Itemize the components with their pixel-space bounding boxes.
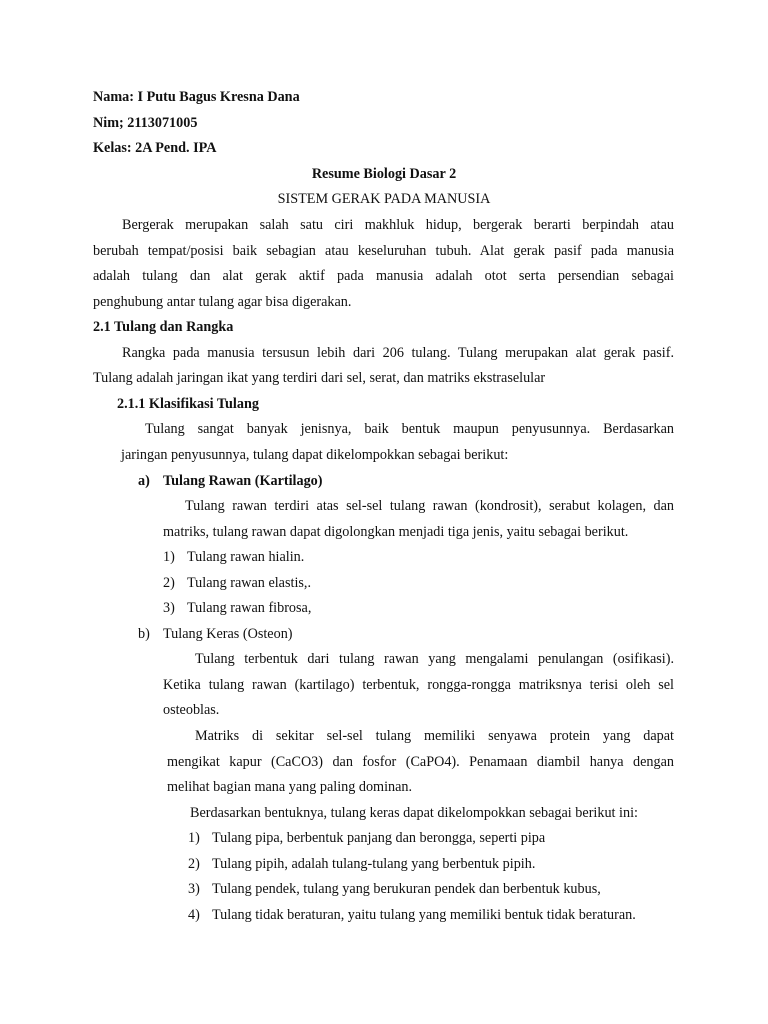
section-2-1-line: Rangka pada manusia tersusun lebih dari 206 tulang. Tulang merupakan alat gerak pasif. bbox=[122, 345, 674, 361]
item-a-label: a) bbox=[138, 473, 150, 489]
item-a-line: matriks, tulang rawan dapat digolongkan menjadi tiga jenis, yaitu sebagai berikut. bbox=[163, 524, 629, 540]
list-item-number: 3) bbox=[188, 881, 200, 897]
item-b-para1-line: osteoblas. bbox=[163, 702, 220, 718]
student-nim: Nim; 2113071005 bbox=[93, 115, 198, 131]
list-item bbox=[188, 908, 636, 922]
list-item bbox=[163, 550, 304, 564]
item-a-title: Tulang Rawan (Kartilago) bbox=[163, 473, 323, 489]
section-heading-2-1: 2.1 Tulang dan Rangka bbox=[93, 319, 234, 335]
topic-title: SISTEM GERAK PADA MANUSIA bbox=[277, 191, 491, 207]
item-a-line: Tulang rawan terdiri atas sel-sel tulang rawan (kondrosit), serabut kolagen, dan bbox=[185, 498, 674, 514]
item-b-heading bbox=[138, 627, 293, 641]
intro-line: adalah tulang dan alat gerak aktif pada manusia adalah otot serta persendian sebagai bbox=[93, 268, 674, 284]
student-class: Kelas: 2A Pend. IPA bbox=[93, 140, 217, 156]
list-item-number: 4) bbox=[188, 907, 200, 923]
student-name: Nama: I Putu Bagus Kresna Dana bbox=[93, 89, 300, 105]
list-item-text: Tulang rawan elastis,. bbox=[187, 575, 311, 591]
item-b-title: Tulang Keras (Osteon) bbox=[163, 626, 293, 642]
list-item-text: Tulang tidak beraturan, yaitu tulang yang memiliki bentuk tidak beraturan. bbox=[212, 907, 636, 923]
item-a-heading bbox=[138, 474, 323, 488]
list-item-number: 3) bbox=[163, 600, 175, 616]
list-item-text: Tulang pipih, adalah tulang-tulang yang berbentuk pipih. bbox=[212, 856, 536, 872]
list-item bbox=[188, 857, 535, 871]
list-item-number: 2) bbox=[163, 575, 175, 591]
list-item bbox=[188, 831, 545, 845]
item-b-para3: Berdasarkan bentuknya, tulang keras dapat dikelompokkan sebagai berikut ini: bbox=[190, 805, 638, 821]
list-item bbox=[163, 576, 311, 590]
section-2-1-1-line: jaringan penyusunnya, tulang dapat dikelompokkan sebagai berikut: bbox=[121, 447, 509, 463]
list-item-text: Tulang rawan fibrosa, bbox=[187, 600, 312, 616]
intro-line: Bergerak merupakan salah satu ciri makhluk hidup, bergerak berarti berpindah atau bbox=[122, 217, 674, 233]
item-b-label: b) bbox=[138, 626, 150, 642]
list-item bbox=[163, 601, 311, 615]
item-b-para1-line: Ketika tulang rawan (kartilago) terbentuk, rongga-rongga matriksnya terisi oleh sel bbox=[163, 677, 674, 693]
intro-line: berubah tempat/posisi baik sebagian atau keseluruhan tubuh. Alat gerak pasif pada manusia bbox=[93, 243, 674, 259]
item-b-para2-line: mengikat kapur (CaCO3) dan fosfor (CaPO4). Penamaan diambil hanya dengan bbox=[167, 754, 674, 770]
section-2-1-1-line: Tulang sangat banyak jenisnya, baik bentuk maupun penyusunnya. Berdasarkan bbox=[145, 421, 674, 437]
list-item-number: 2) bbox=[188, 856, 200, 872]
list-item bbox=[188, 882, 601, 896]
list-item-text: Tulang pipa, berbentuk panjang dan berongga, seperti pipa bbox=[212, 830, 546, 846]
intro-line: penghubung antar tulang agar bisa digerakan. bbox=[93, 294, 352, 310]
list-item-number: 1) bbox=[188, 830, 200, 846]
section-heading-2-1-1: 2.1.1 Klasifikasi Tulang bbox=[117, 396, 259, 412]
item-b-para2-line: Matriks di sekitar sel-sel tulang memiliki senyawa protein yang dapat bbox=[195, 728, 674, 744]
item-b-para1-line: Tulang terbentuk dari tulang rawan yang mengalami penulangan (osifikasi). bbox=[195, 651, 674, 667]
course-title: Resume Biologi Dasar 2 bbox=[311, 166, 457, 182]
list-item-number: 1) bbox=[163, 549, 175, 565]
list-item-text: Tulang pendek, tulang yang berukuran pendek dan berbentuk kubus, bbox=[212, 881, 601, 897]
item-b-para2-line: melihat bagian mana yang paling dominan. bbox=[167, 779, 413, 795]
section-2-1-line: Tulang adalah jaringan ikat yang terdiri dari sel, serat, dan matriks ekstraselular bbox=[93, 370, 546, 386]
list-item-text: Tulang rawan hialin. bbox=[187, 549, 305, 565]
